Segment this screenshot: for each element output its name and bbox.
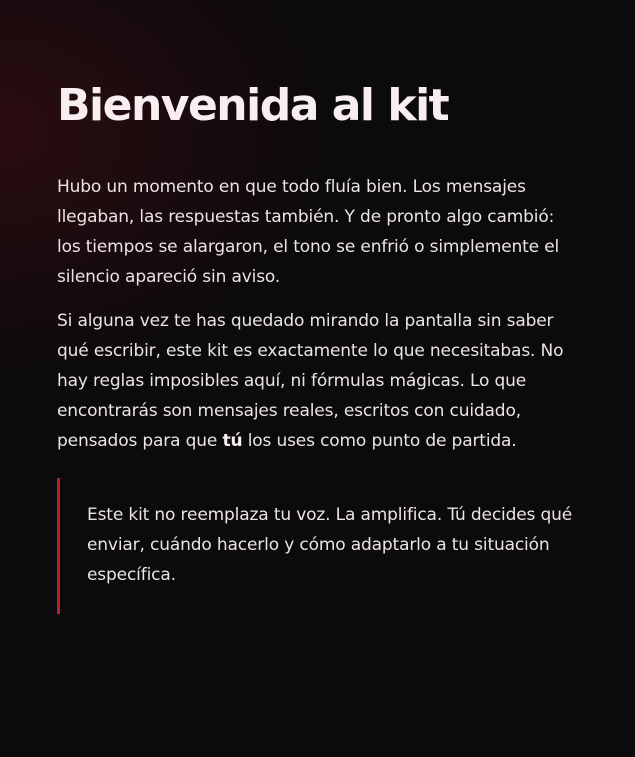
intro-paragraph: Hubo un momento en que todo fluía bien. Los mensajes llegaban, las respuestas también. Y de pronto algo cambió: los tiempos se alargaron, el tono se enfrió o simplemente el silencio apareció sin aviso.	[57, 177, 560, 287]
paragraph-text-end: los uses como punto de partida.	[242, 431, 517, 451]
kit-purpose-paragraph	[57, 306, 579, 456]
callout-quote	[57, 478, 579, 614]
page-title: Bienvenida al kit	[57, 80, 449, 131]
emphasis-word: tú	[222, 431, 243, 451]
callout-text: Este kit no reemplaza tu voz. La amplifica. Tú decides qué enviar, cuándo hacerlo y cómo adaptarlo a tu situación específica.	[87, 505, 573, 585]
paragraph-text-start: Si alguna vez te has quedado mirando la pantalla sin saber qué escribir, este kit es exactamente lo que necesitabas. No hay reglas imposibles aquí, ni fórmulas mágicas. Lo que encontrarás son mensajes reales, escritos con cuidado, pensados para que	[57, 311, 564, 451]
